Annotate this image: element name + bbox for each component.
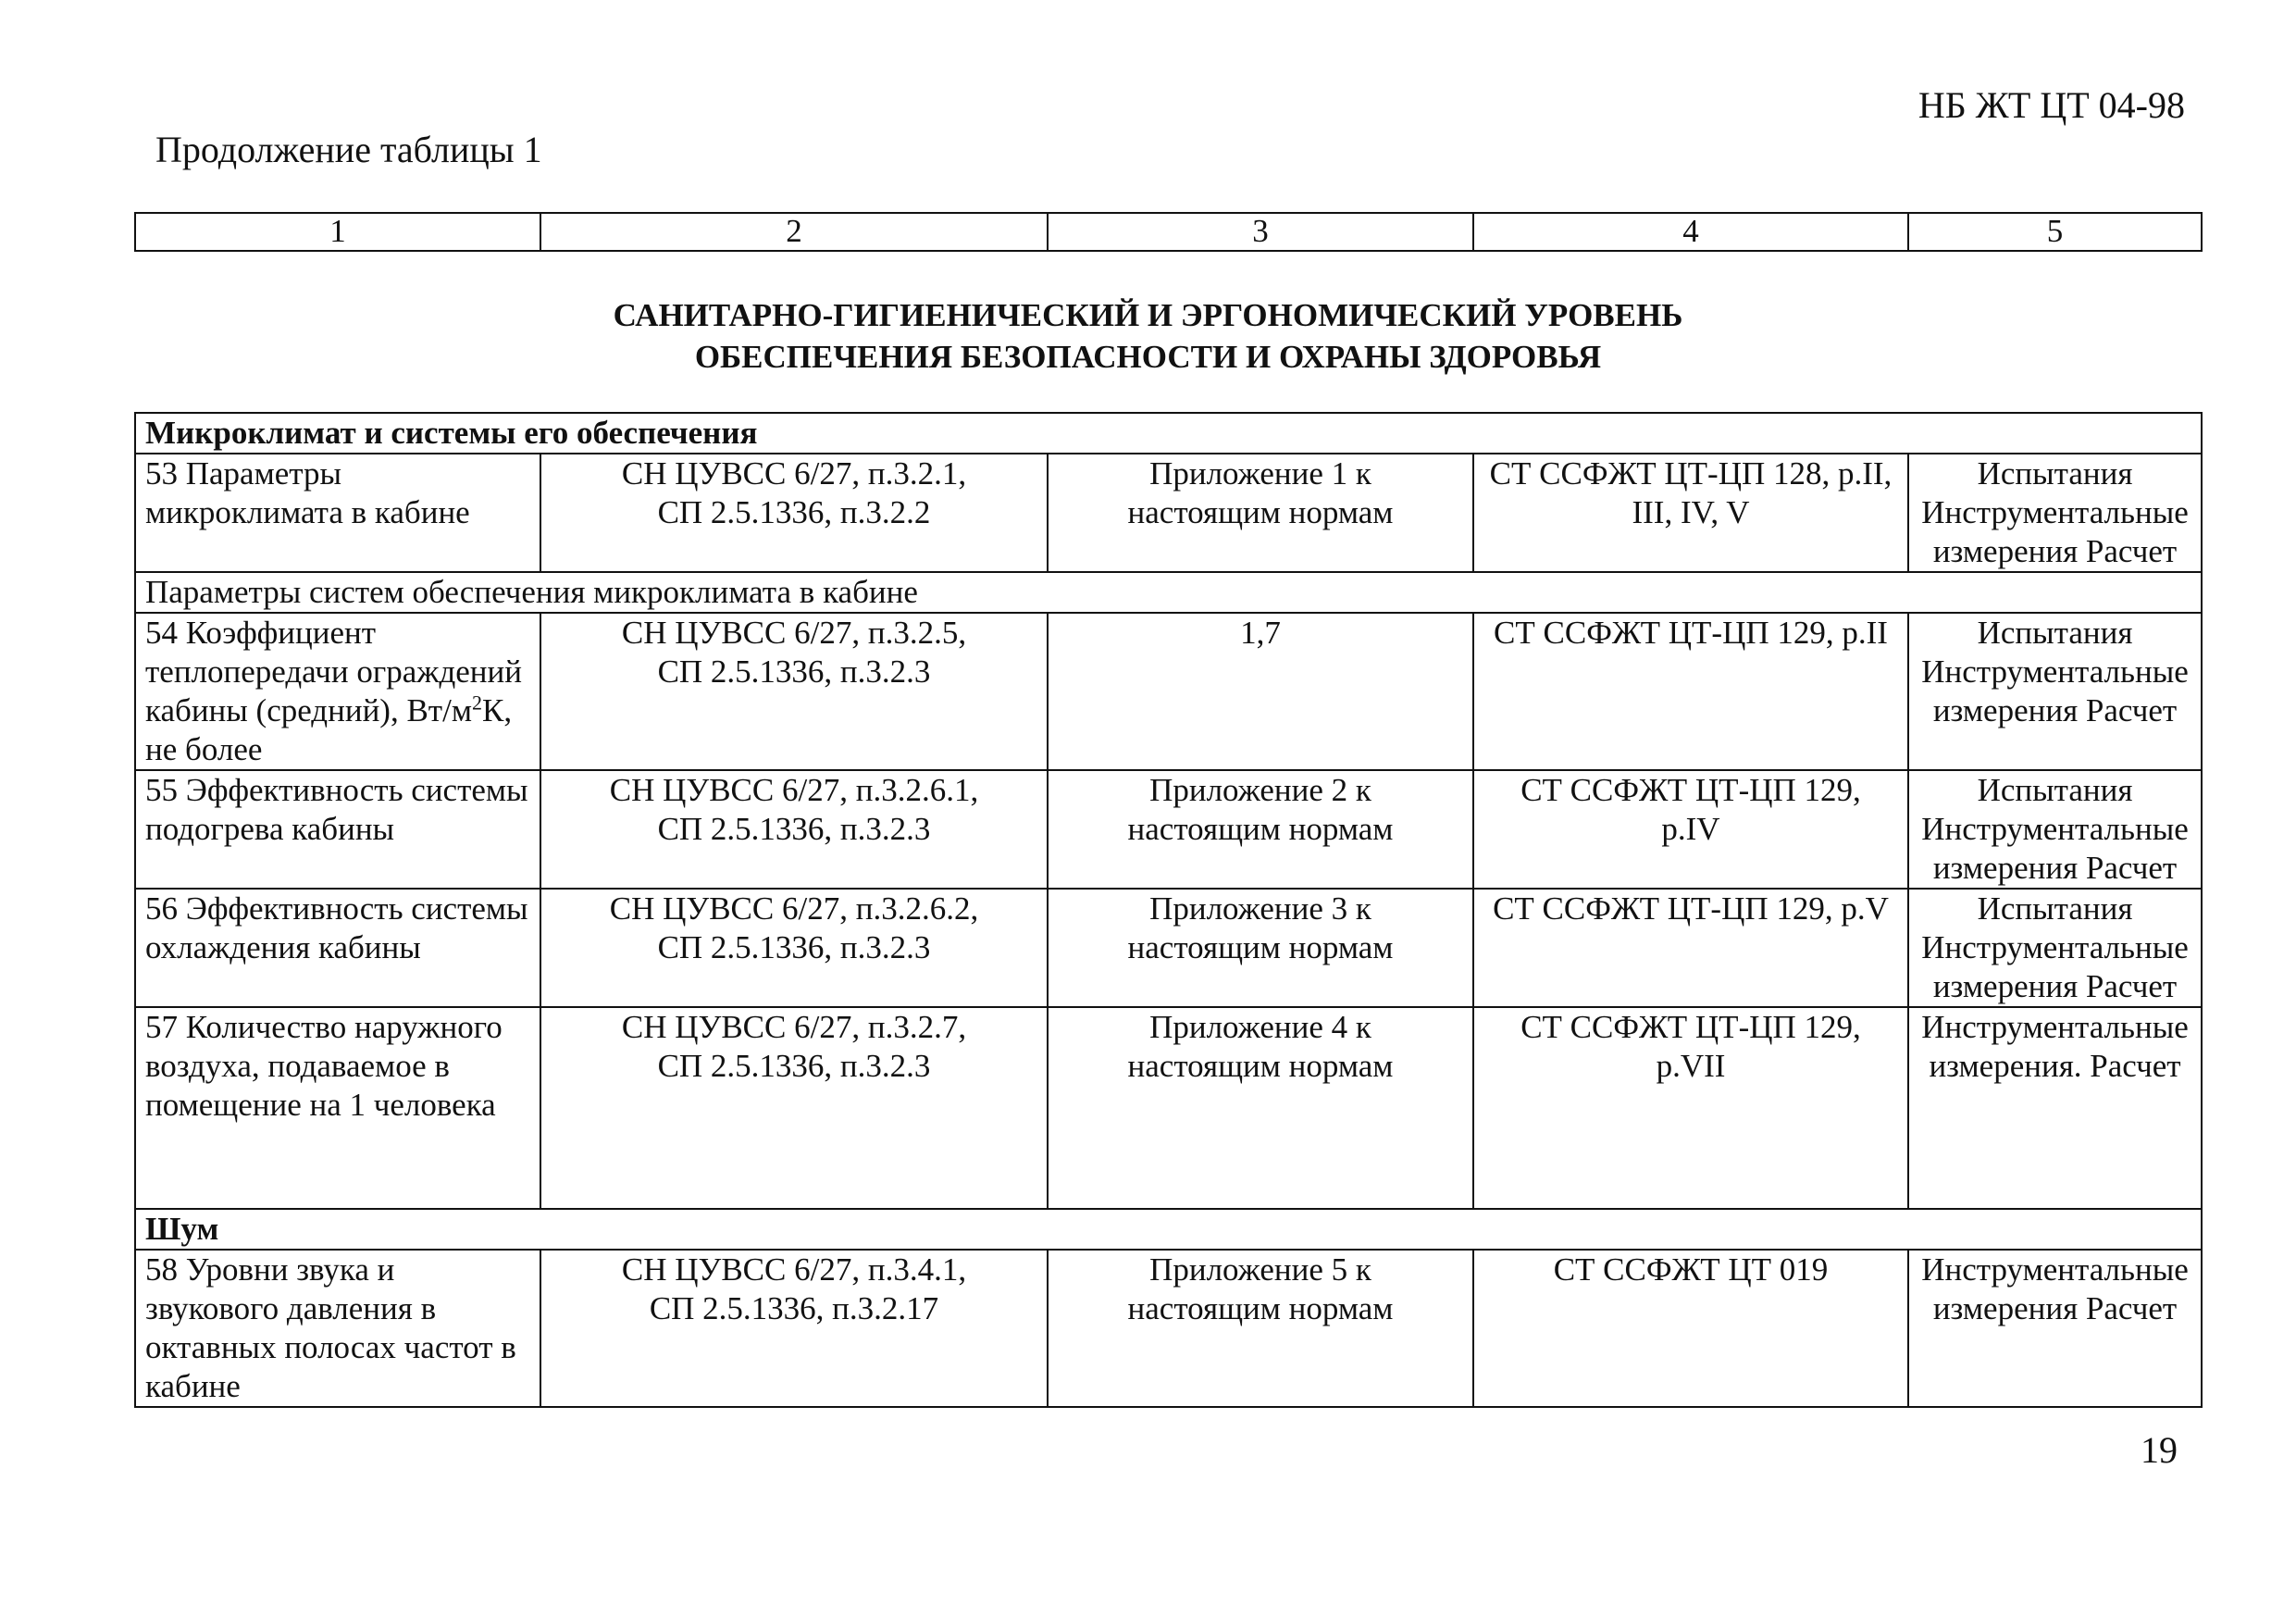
reference-line: СП 2.5.1336, п.3.2.3 xyxy=(657,653,931,690)
section-title-line: ОБЕСПЕЧЕНИЯ БЕЗОПАСНОСТИ И ОХРАНЫ ЗДОРОВЬЯ xyxy=(694,339,1602,375)
value-line: Приложение 1 к xyxy=(1149,455,1371,492)
method-document xyxy=(1473,770,1908,889)
method-document xyxy=(1473,1007,1908,1209)
normative-reference xyxy=(540,454,1048,572)
document-code: НБ ЖТ ЦТ 04-98 xyxy=(1917,84,2185,126)
parameter-name-text: 54 Коэффициент теплопередачи ограждений кабины (средний), Вт/м xyxy=(145,615,522,728)
normative-reference xyxy=(540,1250,1048,1407)
check-line: Испытания xyxy=(1977,772,2133,808)
check-method xyxy=(1908,454,2202,572)
table-row xyxy=(135,613,2202,770)
reference-line: СН ЦУВСС 6/27, п.3.2.7, xyxy=(621,1009,967,1045)
normative-reference xyxy=(540,613,1048,770)
method-document xyxy=(1473,1250,1908,1407)
column-number: 1 xyxy=(135,213,540,251)
table-row xyxy=(135,1007,2202,1209)
method-line: СТ ССФЖТ ЦТ 019 xyxy=(1553,1251,1829,1288)
column-number: 4 xyxy=(1473,213,1908,251)
method-line: СТ ССФЖТ ЦТ-ЦП 129, р.II xyxy=(1494,615,1888,651)
reference-line: СП 2.5.1336, п.3.2.3 xyxy=(657,1048,931,1084)
norm-value xyxy=(1048,770,1473,889)
check-line: Испытания xyxy=(1977,455,2133,492)
value-line: Приложение 4 к xyxy=(1149,1009,1371,1045)
group-header: Шум xyxy=(135,1209,2202,1250)
group-header: Микроклимат и системы его обеспечения xyxy=(135,413,2202,454)
page-number: 19 xyxy=(2141,1429,2178,1471)
reference-line: СН ЦУВСС 6/27, п.3.2.1, xyxy=(621,455,967,492)
check-line: Инструментальные xyxy=(1921,1009,2189,1045)
method-line: р.VII xyxy=(1656,1048,1726,1084)
value-line: Приложение 5 к xyxy=(1149,1251,1371,1288)
table-row xyxy=(135,889,2202,1007)
method-line: СТ ССФЖТ ЦТ-ЦП 129, xyxy=(1520,1009,1861,1045)
value-line: Приложение 2 к xyxy=(1149,772,1371,808)
parameter-name-text: К, не более xyxy=(145,692,513,767)
requirements-table xyxy=(134,412,2203,1408)
column-number: 5 xyxy=(1908,213,2202,251)
normative-reference xyxy=(540,889,1048,1007)
column-number: 2 xyxy=(540,213,1048,251)
parameter-name: 53 Параметры микроклимата в кабине xyxy=(135,454,540,572)
normative-reference xyxy=(540,1007,1048,1209)
parameter-name: 58 Уровни звука и звукового давления в октавных полосах частот в кабине xyxy=(135,1250,540,1407)
section-title xyxy=(0,294,2296,378)
method-line: СТ ССФЖТ ЦТ-ЦП 129, xyxy=(1520,772,1861,808)
value-line: настоящим нормам xyxy=(1127,929,1394,965)
reference-line: СП 2.5.1336, п.3.2.2 xyxy=(657,494,931,530)
table-row xyxy=(135,454,2202,572)
check-line: Испытания xyxy=(1977,890,2133,927)
section-title-line: САНИТАРНО-ГИГИЕНИЧЕСКИЙ И ЭРГОНОМИЧЕСКИЙ УРОВЕНЬ xyxy=(613,297,1683,333)
norm-value xyxy=(1048,1007,1473,1209)
value-line: настоящим нормам xyxy=(1127,1048,1394,1084)
table-row xyxy=(135,1250,2202,1407)
column-number: 3 xyxy=(1048,213,1473,251)
check-line: Инструментальные xyxy=(1921,1251,2189,1288)
check-line: измерения Расчет xyxy=(1932,692,2178,728)
column-number-header xyxy=(134,212,2203,252)
method-line: СТ ССФЖТ ЦТ-ЦП 128, р.II, xyxy=(1489,455,1893,492)
parameter-name xyxy=(135,613,540,770)
method-line: III, IV, V xyxy=(1632,494,1750,530)
norm-value xyxy=(1048,889,1473,1007)
check-line: измерения. Расчет xyxy=(1929,1048,2181,1084)
check-line: Инструментальные xyxy=(1921,929,2189,965)
check-line: измерения Расчет xyxy=(1932,533,2178,569)
subgroup-header: Параметры систем обеспечения микроклимата в кабине xyxy=(135,572,2202,613)
reference-line: СН ЦУВСС 6/27, п.3.4.1, xyxy=(621,1251,967,1288)
reference-line: СН ЦУВСС 6/27, п.3.2.6.2, xyxy=(609,890,979,927)
superscript: 2 xyxy=(471,691,482,715)
check-line: измерения Расчет xyxy=(1932,968,2178,1004)
check-line: Инструментальные xyxy=(1921,653,2189,690)
parameter-name: 57 Количество наружного воздуха, подаваемое в помещение на 1 человека xyxy=(135,1007,540,1209)
parameter-name: 55 Эффективность системы подогрева кабины xyxy=(135,770,540,889)
value-line: настоящим нормам xyxy=(1127,494,1394,530)
check-method xyxy=(1908,770,2202,889)
value-line: Приложение 3 к xyxy=(1149,890,1371,927)
value-line: настоящим нормам xyxy=(1127,811,1394,847)
reference-line: СН ЦУВСС 6/27, п.3.2.6.1, xyxy=(609,772,979,808)
method-document xyxy=(1473,454,1908,572)
table-row xyxy=(135,770,2202,889)
method-line: р.IV xyxy=(1661,811,1720,847)
value-line: 1,7 xyxy=(1240,615,1281,651)
reference-line: СП 2.5.1336, п.3.2.3 xyxy=(657,811,931,847)
check-method xyxy=(1908,1250,2202,1407)
reference-line: СП 2.5.1336, п.3.2.3 xyxy=(657,929,931,965)
check-method xyxy=(1908,889,2202,1007)
method-line: СТ ССФЖТ ЦТ-ЦП 129, р.V xyxy=(1493,890,1889,927)
check-method xyxy=(1908,613,2202,770)
check-line: Инструментальные xyxy=(1921,494,2189,530)
norm-value xyxy=(1048,1250,1473,1407)
normative-reference xyxy=(540,770,1048,889)
check-line: измерения Расчет xyxy=(1932,1290,2178,1326)
parameter-name: 56 Эффективность системы охлаждения кабины xyxy=(135,889,540,1007)
value-line: настоящим нормам xyxy=(1127,1290,1394,1326)
reference-line: СН ЦУВСС 6/27, п.3.2.5, xyxy=(621,615,967,651)
method-document xyxy=(1473,889,1908,1007)
method-document xyxy=(1473,613,1908,770)
reference-line: СП 2.5.1336, п.3.2.17 xyxy=(649,1290,939,1326)
norm-value xyxy=(1048,454,1473,572)
check-method xyxy=(1908,1007,2202,1209)
check-line: измерения Расчет xyxy=(1932,850,2178,886)
check-line: Испытания xyxy=(1977,615,2133,651)
table-continuation-label: Продолжение таблицы 1 xyxy=(155,129,542,170)
norm-value xyxy=(1048,613,1473,770)
check-line: Инструментальные xyxy=(1921,811,2189,847)
